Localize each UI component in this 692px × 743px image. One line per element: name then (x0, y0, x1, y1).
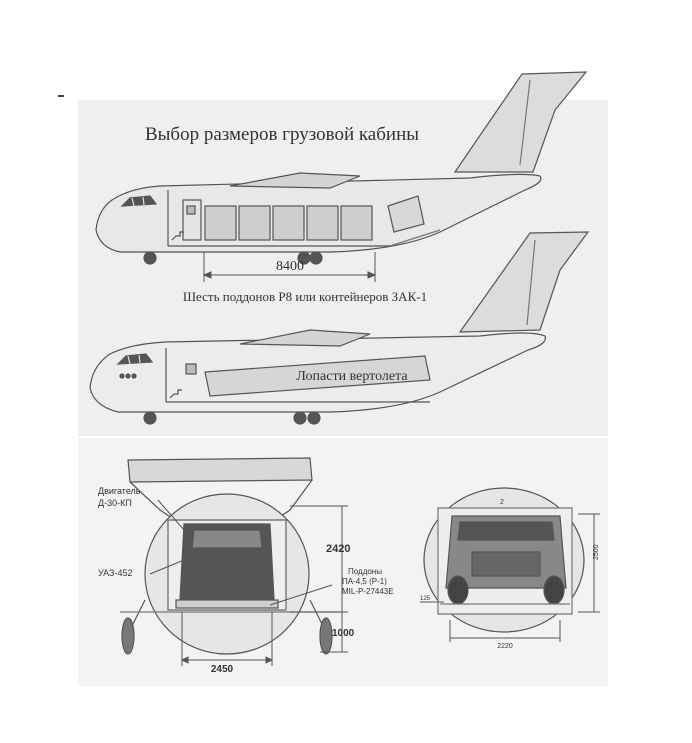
nose-wheel-middle (144, 412, 156, 424)
top-title: Выбор размеров грузовой кабины (144, 124, 420, 145)
pallets-label-3: MIL-P-27443E (342, 587, 394, 596)
floor-125-label: 125 (420, 596, 431, 602)
width-2220-label: 2220 (497, 643, 513, 650)
pallets-label-2: ПА-4,5 (Р-1) (342, 577, 387, 586)
pallet-2 (239, 206, 270, 240)
nose-wheel-top (144, 252, 156, 264)
height-2420-label: 2420 (326, 543, 351, 555)
pallets-label-1: Поддоны (348, 567, 382, 576)
rotor-blades-caption: Лопасти вертолета (296, 369, 408, 384)
engine-label-1: Двигатель (98, 486, 141, 496)
floor-height-label: 1000 (332, 628, 355, 639)
pallet-1 (205, 206, 236, 240)
high-wing (128, 458, 312, 482)
width-2450-label: 2450 (210, 664, 234, 675)
length-dimension-label: 8400 (276, 259, 304, 274)
right-top-mark: 2 (500, 499, 504, 506)
right-cross-section (424, 488, 584, 632)
stray-mark (58, 95, 64, 97)
height-2500-label: 2500 (593, 544, 600, 560)
pallet-3 (273, 206, 304, 240)
pallets-caption: Шесть поддонов Р8 или контейнеров ЗАК-1 (182, 289, 428, 304)
vehicle-label: УАЗ-452 (98, 568, 133, 578)
pallet-4 (307, 206, 338, 240)
pallet-5 (341, 206, 372, 240)
engine-label-2: Д-30-КП (98, 498, 132, 508)
